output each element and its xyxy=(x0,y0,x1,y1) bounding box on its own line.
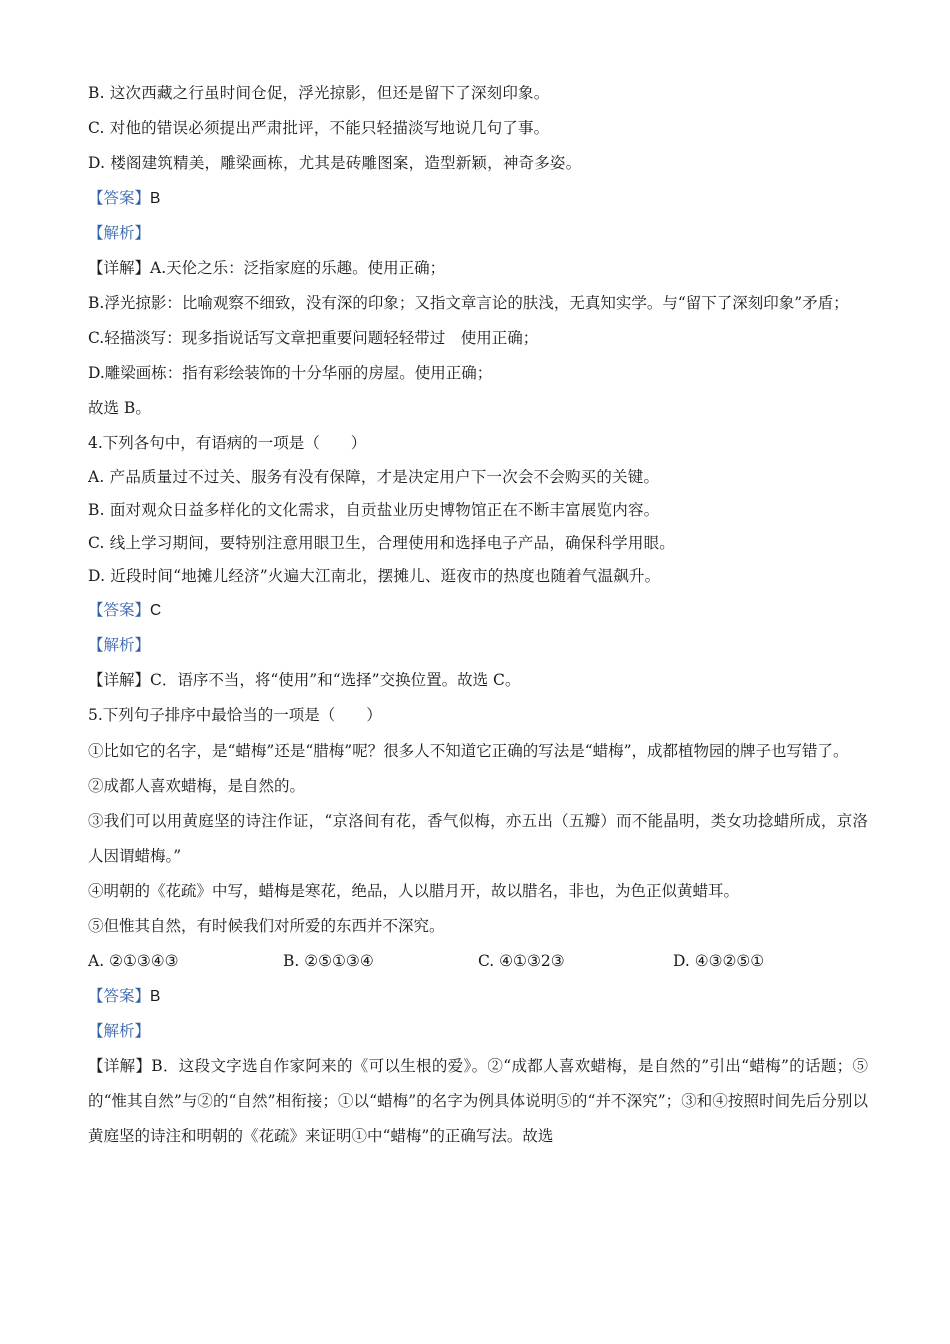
q5-detail-tag: 【详解】 xyxy=(88,1057,152,1075)
q4-analysis-tag: 【解析】 xyxy=(88,636,151,654)
q5-options-row xyxy=(88,944,868,979)
q5-answer-tag: 【答案】 xyxy=(88,987,151,1005)
q3-option-d: D. 楼阁建筑精美，雕梁画栋，尤其是砖雕图案，造型新颖，神奇多姿。 xyxy=(88,154,582,172)
q5-detail: B．这段文字选自作家阿来的《可以生根的爱》。②“成都人喜欢蜡梅，是自然的”引出“蜡梅”的话题；⑤的“惟其自然”与②的“自然”相衔接；①以“蜡梅”的名字为例具体说明⑤的“并不深究”；③和④按照时间先后分别以黄庭坚的诗注和明朝的《花疏》来证明①中“蜡梅”的正确写法。故选 xyxy=(88,1057,868,1145)
q4-answer: C xyxy=(150,602,162,619)
q5-option-b: B. ②⑤①③④ xyxy=(283,952,374,970)
q5-answer: B xyxy=(150,988,161,1005)
q5-sentence-4: ④明朝的《花疏》中写，蜡梅是寒花，绝品，人以腊月开，故以腊名，非也，为色正似黄蜡耳。 xyxy=(88,882,740,900)
q3-analysis-line xyxy=(88,216,868,251)
q3-detail-1: A.天伦之乐：泛指家庭的乐趣。使用正确； xyxy=(150,259,446,277)
q3-analysis-tag: 【解析】 xyxy=(88,224,151,242)
q5-option-d: D. ④③②⑤① xyxy=(673,952,765,970)
q4-option-c: C. 线上学习期间，要特别注意用眼卫生，合理使用和选择电子产品，确保科学用眼。 xyxy=(88,534,675,552)
q3-detail-3: C.轻描淡写：现多指说话写文章把重要问题轻轻带过 使用正确； xyxy=(88,329,539,347)
q4-detail-tag: 【详解】 xyxy=(88,671,151,689)
q4-detail: C．语序不当，将“使用”和“选择”交换位置。故选 C。 xyxy=(150,671,521,689)
q3-answer-line xyxy=(88,181,868,216)
document-page xyxy=(88,76,868,1154)
q3-detail-tag: 【详解】 xyxy=(88,259,151,277)
q4-answer-line xyxy=(88,593,868,628)
q5-sentence-3: ③我们可以用黄庭坚的诗注作证，“京洛间有花，香气似梅，亦五出（五瓣）而不能晶明，类女功捻蜡所成，京洛人因谓蜡梅。” xyxy=(88,812,868,865)
q3-answer: B xyxy=(150,190,161,207)
q3-detail-2: B.浮光掠影：比喻观察不细致，没有深的印象；又指文章言论的肤浅，无真知实学。与“留下了深刻印象”矛盾； xyxy=(88,294,849,312)
q3-detail-line-1 xyxy=(88,251,868,286)
q5-detail-block xyxy=(88,1049,868,1154)
q5-answer-line xyxy=(88,979,868,1014)
q3-detail-4: D.雕梁画栋：指有彩绘装饰的十分华丽的房屋。使用正确； xyxy=(88,364,493,382)
q4-detail-line xyxy=(88,663,868,698)
q4-option-b: B. 面对观众日益多样化的文化需求，自贡盐业历史博物馆正在不断丰富展览内容。 xyxy=(88,501,660,519)
q4-option-a: A. 产品质量过不过关、服务有没有保障，才是决定用户下一次会不会购买的关键。 xyxy=(88,468,660,486)
q5-option-a: A. ②①③④③ xyxy=(88,952,179,970)
q4-answer-tag: 【答案】 xyxy=(88,601,151,619)
q4-option-d: D. 近段时间“地摊儿经济”火遍大江南北，摆摊儿、逛夜市的热度也随着气温飙升。 xyxy=(88,567,661,585)
q4-analysis-line xyxy=(88,628,868,663)
q3-conclusion: 故选 B。 xyxy=(88,399,151,417)
q3-option-b: B. 这次西藏之行虽时间仓促，浮光掠影，但还是留下了深刻印象。 xyxy=(88,84,550,102)
q5-sentence-5: ⑤但惟其自然，有时候我们对所爱的东西并不深究。 xyxy=(88,917,445,935)
q3-answer-tag: 【答案】 xyxy=(88,189,151,207)
q4-stem: 4.下列各句中，有语病的一项是（ ） xyxy=(88,434,367,452)
q3-option-c: C. 对他的错误必须提出严肃批评，不能只轻描淡写地说几句了事。 xyxy=(88,119,550,137)
q5-analysis-tag: 【解析】 xyxy=(88,1022,151,1040)
q5-option-c: C. ④①③2③ xyxy=(478,952,565,970)
q5-sentence-2: ②成都人喜欢蜡梅，是自然的。 xyxy=(88,777,306,795)
q5-stem: 5.下列句子排序中最恰当的一项是（ ） xyxy=(88,706,382,724)
q5-sentence-1: ①比如它的名字，是“蜡梅”还是“腊梅”呢？很多人不知道它正确的写法是“蜡梅”，成都植物园的牌子也写错了。 xyxy=(88,742,849,760)
q5-analysis-line xyxy=(88,1014,868,1049)
